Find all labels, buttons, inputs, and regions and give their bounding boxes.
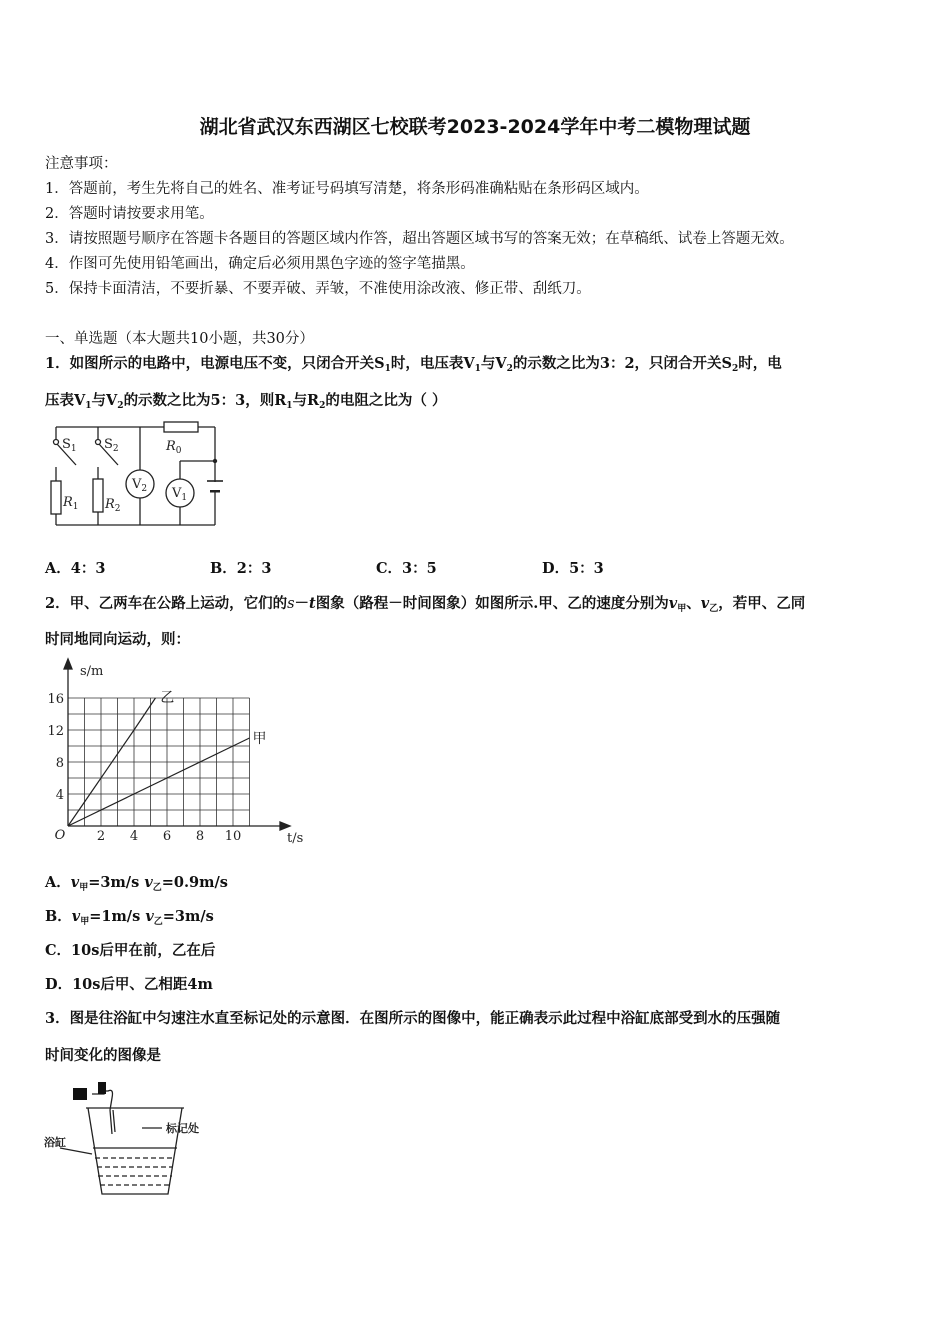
series-line-jia-extension	[233, 738, 250, 746]
notice-item: 1．答题前，考生先将自己的姓名、准考证号码填写清楚，将条形码准确粘贴在条形码区域内。	[45, 181, 649, 197]
y-axis-arrow	[64, 659, 72, 669]
bathtub-figure	[40, 1070, 230, 1205]
r0-label: $R_0$	[166, 439, 182, 456]
q1-option-d[interactable]: D．5：3	[542, 560, 604, 577]
tub-label: 浴缸	[44, 1136, 66, 1149]
origin-label: O	[54, 828, 66, 843]
x-axis-arrow	[280, 822, 290, 830]
notice-item: 5．保持卡面清洁，不要折暴、不要弄破、弄皱，不准使用涂改液、修正带、刮纸刀。	[45, 281, 591, 297]
mark-label: 标记处	[166, 1122, 199, 1135]
v1-label: $V_1$	[172, 486, 188, 503]
page-title: 湖北省武汉东西湖区七校联考2023-2024学年中考二模物理试题	[199, 116, 751, 138]
v2-label: $V_2$	[132, 477, 148, 494]
series-label-jia: 甲	[252, 731, 267, 747]
notice-item: 3．请按照题号顺序在答题卡各题目的答题区域内作答，超出答题区域书写的答案无效；在草稿纸、试卷上答题无效。	[45, 231, 794, 247]
y-axis-label: s/m	[80, 664, 104, 679]
q1-option-c[interactable]: C．3：5	[376, 560, 437, 577]
q1-option-b[interactable]: B．2：3	[210, 560, 272, 577]
r2-label: $R_2$	[105, 497, 121, 514]
q1-stem-line1: 1．如图所示的电路中，电源电压不变，只闭合开关$S_1$时，电压表$V_1$与$V_2$的示数之比为3：2，只闭合开关$S_2$时，电	[45, 355, 782, 374]
x-tick-label: 6	[162, 829, 172, 844]
y-tick-label: 12	[47, 724, 64, 739]
q2-option-d[interactable]: D．10s后甲、乙相距4m	[45, 976, 213, 993]
y-tick-label: 16	[47, 692, 64, 707]
q1-option-a[interactable]: A．4：3	[45, 560, 106, 577]
circuit-diagram	[40, 415, 240, 535]
x-tick-label: 10	[224, 829, 242, 844]
s1-label: $S_1$	[62, 437, 77, 454]
q3-stem-line2: 时间变化的图像是	[45, 1047, 161, 1064]
q2-option-a[interactable]: A．$v_甲=3m/s$ $v_乙=0.9m/s$	[45, 874, 228, 893]
s-t-chart	[40, 655, 315, 850]
y-tick-label: 4	[55, 788, 64, 803]
y-tick-label: 8	[55, 756, 64, 771]
x-tick-label: 8	[195, 829, 205, 844]
x-tick-label: 2	[96, 829, 106, 844]
q2-stem-line2: 时同地同向运动，则：	[45, 631, 190, 648]
s2-label: $S_2$	[104, 437, 119, 454]
r1-label: $R_1$	[63, 495, 79, 512]
q2-option-c[interactable]: C．10s后甲在前，乙在后	[45, 942, 216, 959]
notice-item: 2．答题时请按要求用笔。	[45, 206, 214, 222]
x-tick-label: 4	[129, 829, 139, 844]
q2-stem-line1: 2．甲、乙两车在公路上运动，它们的s－t图象（路程－时间图象）如图所示.甲、乙的速度分别为$v_甲$、$v_乙$，若甲、乙同	[45, 595, 806, 614]
q2-option-b[interactable]: B．$v_甲=1m/s$ $v_乙=3m/s$	[45, 908, 214, 927]
notice-item: 4．作图可先使用铅笔画出，确定后必须用黑色字迹的签字笔描黑。	[45, 256, 475, 272]
notice-heading: 注意事项：	[45, 156, 118, 172]
section-heading: 一、单选题（本大题共10小题，共30分）	[45, 331, 314, 347]
x-axis-label: t/s	[287, 831, 304, 846]
q3-stem-line1: 3．图是往浴缸中匀速注水直至标记处的示意图．在图所示的图像中，能正确表示此过程中浴缸底部受到水的压强随	[45, 1010, 781, 1027]
series-label-yi: 乙	[160, 690, 175, 706]
q1-stem-line2: 压表$V_1$与$V_2$的示数之比为5：3，则$R_1$与$R_2$的电阻之比为（ ）	[45, 392, 447, 411]
